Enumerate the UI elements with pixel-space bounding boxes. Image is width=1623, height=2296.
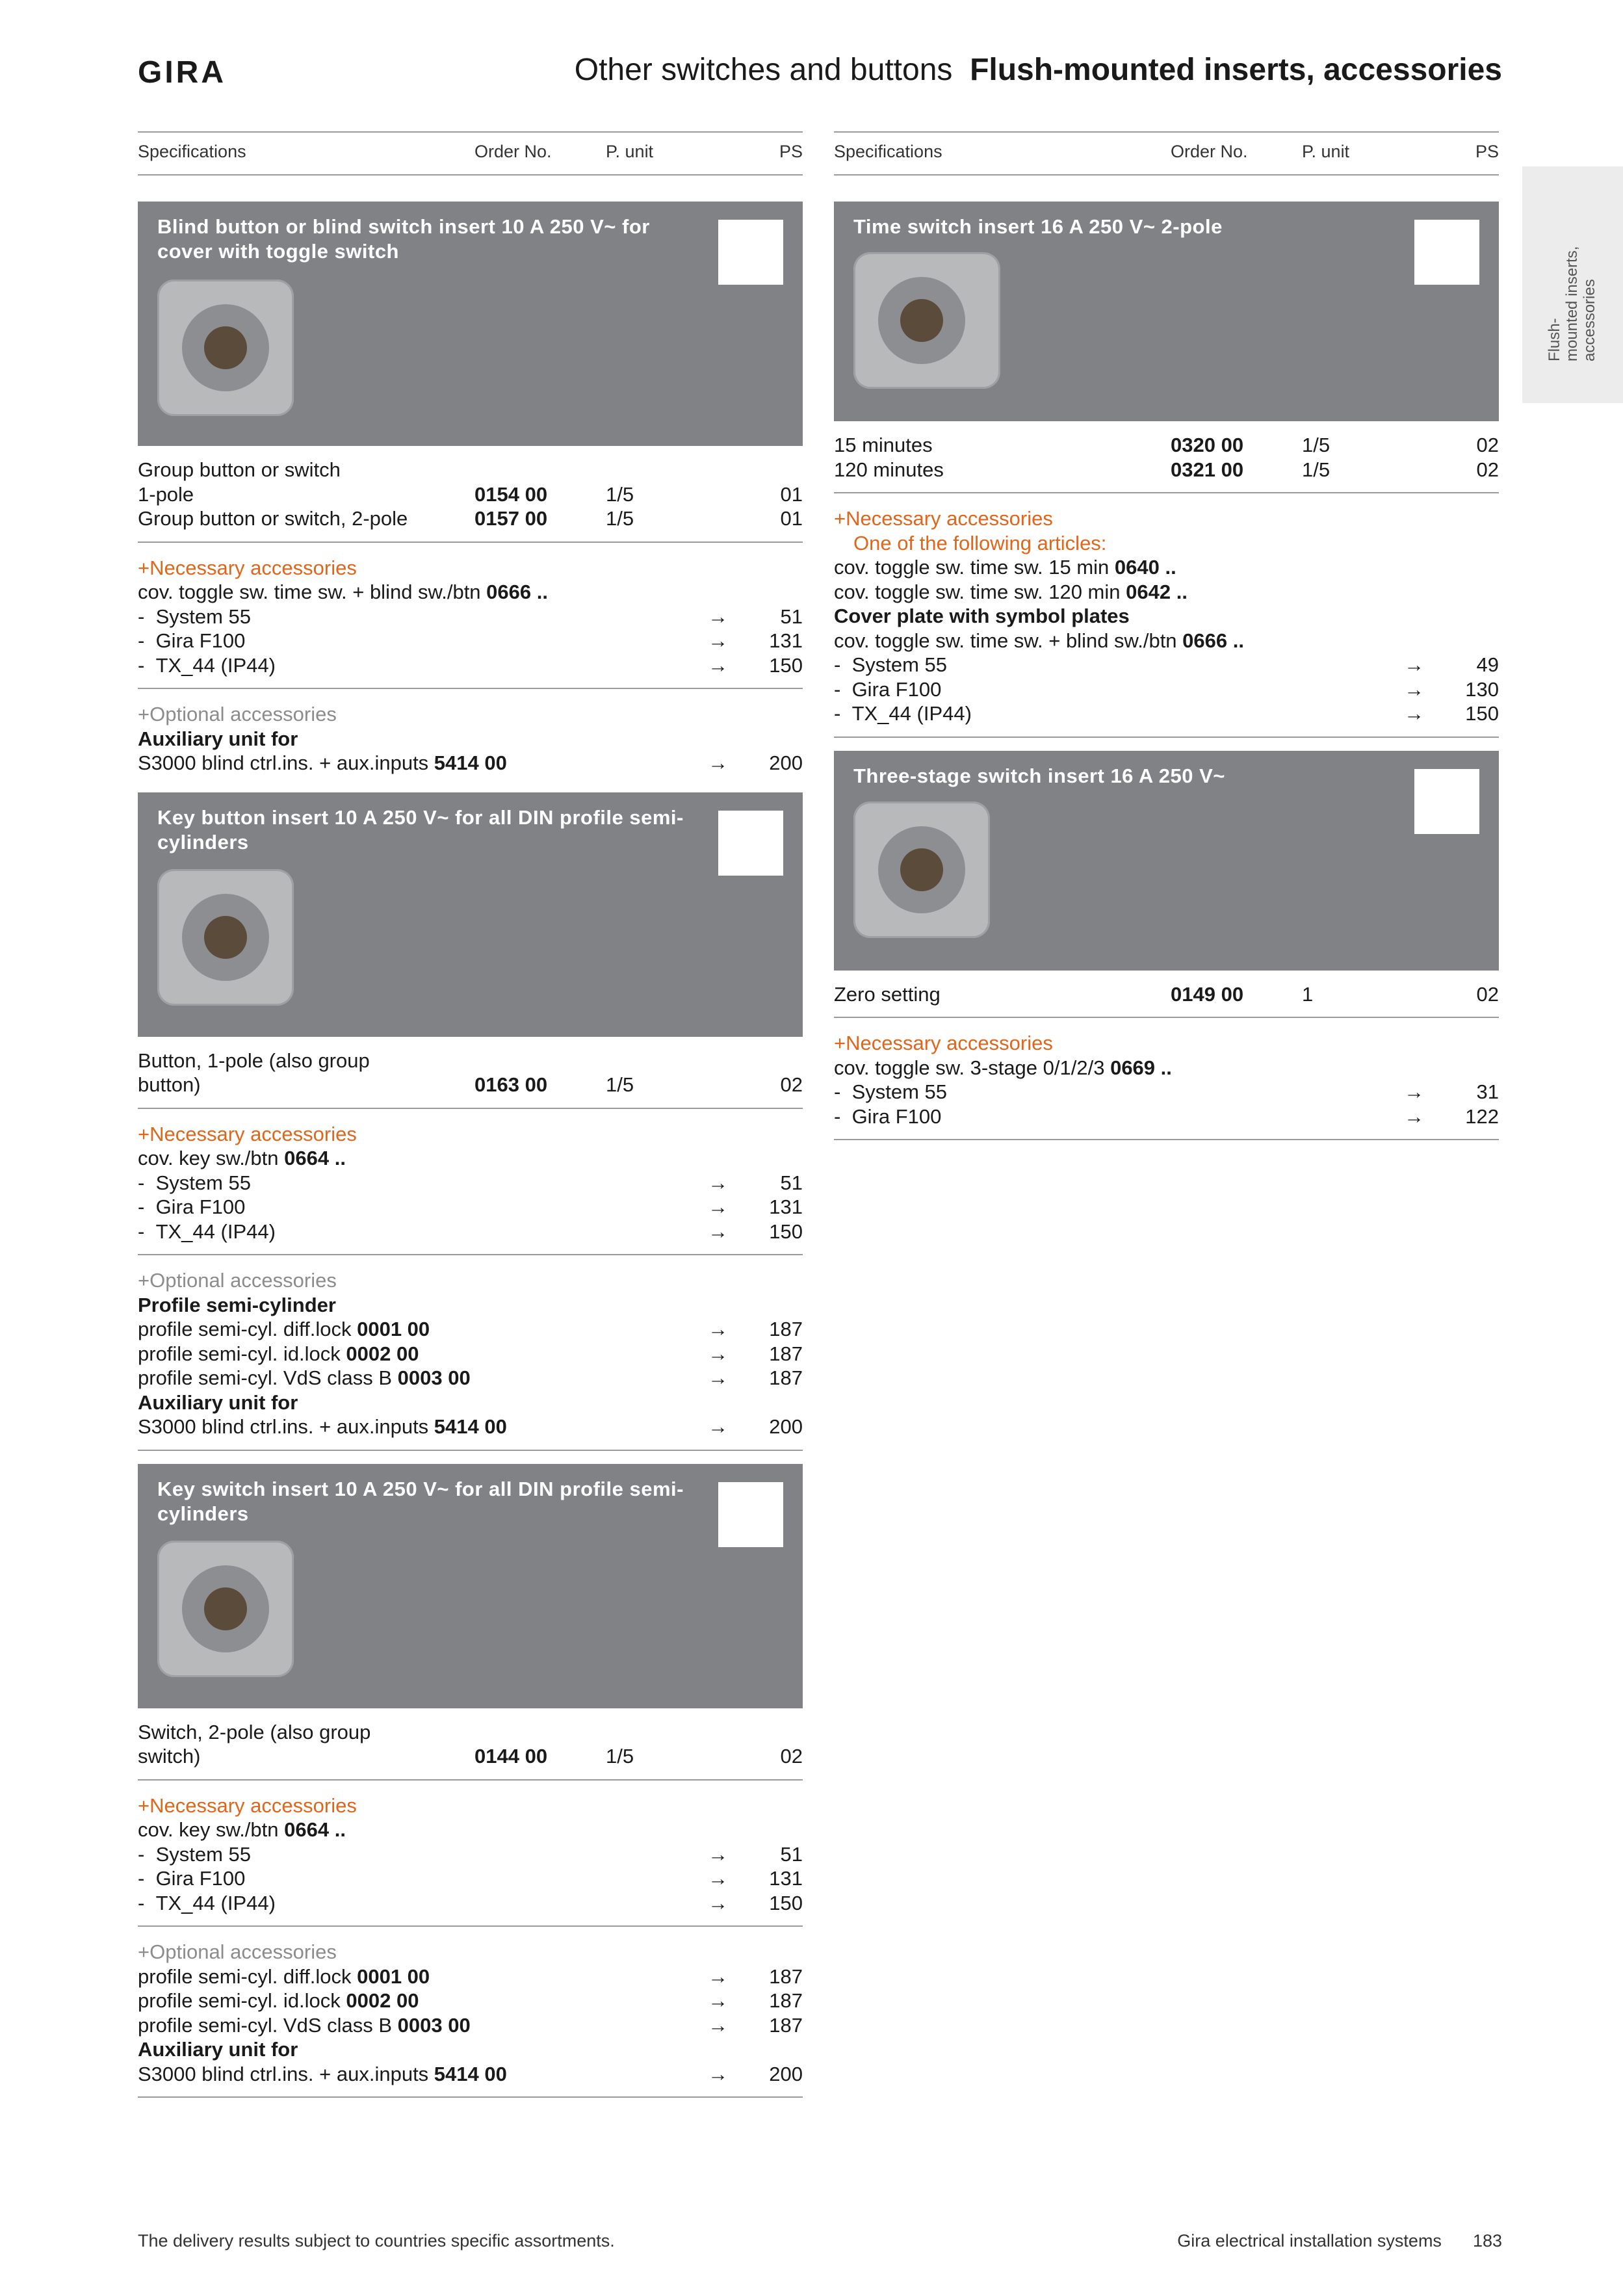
page-number: 183 (1472, 2231, 1502, 2250)
order-number: 5414 00 (434, 2062, 507, 2085)
divider (834, 1017, 1499, 1018)
arrow-icon: → (1404, 653, 1424, 676)
divider (138, 1108, 803, 1109)
order-number: 0154 00 (474, 482, 548, 506)
arrow-icon: → (708, 1342, 728, 1365)
accessory-line (138, 1415, 803, 1439)
qr-code-icon[interactable] (718, 220, 783, 285)
dash: - (138, 653, 145, 677)
header-ps: PS (1475, 142, 1499, 161)
spec-text: Group button or switch, 2-pole (138, 507, 408, 530)
order-number: 0001 00 (357, 1318, 430, 1340)
divider (834, 1139, 1499, 1140)
table-header (138, 131, 803, 176)
divider (834, 737, 1499, 738)
accessory-line (834, 580, 1499, 605)
page-reference[interactable]: 131 (769, 1867, 803, 1890)
page-reference[interactable]: 187 (769, 1964, 803, 1988)
product-title: Blind button or blind switch insert 10 A 250 V~ for cover with toggle switch (157, 215, 650, 263)
arrow-icon: → (708, 1842, 728, 1866)
dash: - (138, 629, 145, 652)
spec-text: Group button or switch (138, 458, 341, 481)
spec-text: switch) (138, 1745, 201, 1768)
order-number: 0003 00 (397, 1366, 471, 1389)
arrow-icon: → (708, 2013, 728, 2037)
order-number: 5414 00 (434, 1415, 507, 1438)
divider (138, 1254, 803, 1255)
accessory-text: profile semi-cyl. id.lock (138, 1342, 346, 1365)
spec-text: Zero setting (834, 982, 941, 1006)
footer-note: The delivery results subject to countries specific assortments. (138, 2231, 615, 2250)
reference-row (138, 1195, 803, 1220)
page-reference[interactable]: 150 (769, 653, 803, 677)
reference-row (138, 1891, 803, 1916)
accessory-line (138, 1366, 803, 1390)
order-number: 0666 .. (1182, 629, 1244, 652)
accessory-group-title: Auxiliary unit for (138, 2038, 298, 2061)
dash: - (138, 1867, 145, 1890)
accessory-text: profile semi-cyl. diff.lock (138, 1318, 357, 1340)
footer-brand (1177, 2231, 1502, 2251)
necessary-accessories-heading (138, 1122, 803, 1147)
reference-row (138, 1866, 803, 1891)
accessory-text: cov. toggle sw. 3-stage 0/1/2/3 (834, 1056, 1111, 1079)
arrow-icon: → (1404, 1104, 1424, 1128)
arrow-icon: → (708, 751, 728, 774)
reference-row (138, 629, 803, 653)
reference-name: System 55 (155, 1842, 252, 1866)
accessory-line (834, 1056, 1499, 1080)
accessory-group-title: Cover plate with symbol plates (834, 605, 1130, 627)
necessary-label: Necessary accessories (846, 507, 1053, 530)
page-reference[interactable]: 200 (769, 751, 803, 774)
accessory-group-title: Auxiliary unit for (138, 1390, 298, 1414)
header-p-unit: P. unit (1302, 142, 1350, 161)
accessory-line (138, 1818, 803, 1842)
arrow-icon: → (708, 653, 728, 677)
reference-name: Gira F100 (155, 1195, 246, 1218)
pack-unit: 1/5 (606, 1073, 634, 1096)
arrow-icon: → (708, 1220, 728, 1243)
reference-row (138, 1220, 803, 1244)
page-reference[interactable]: 31 (1476, 1080, 1499, 1103)
dash: - (138, 1220, 145, 1243)
necessary-accessories-heading (138, 1794, 803, 1818)
optional-accessories-heading (138, 1268, 803, 1293)
accessory-text: cov. toggle sw. time sw. + blind sw./btn (834, 629, 1183, 652)
accessory-group-title: Profile semi-cylinder (138, 1293, 336, 1316)
pack-unit: 1/5 (606, 507, 634, 530)
arrow-icon: → (708, 1318, 728, 1340)
order-number: 0669 .. (1110, 1056, 1172, 1079)
table-row (138, 1744, 803, 1769)
page-reference[interactable]: 131 (769, 1195, 803, 1218)
page-title (575, 52, 1502, 88)
accessory-text: profile semi-cyl. diff.lock (138, 1964, 357, 1988)
reference-row (138, 1842, 803, 1867)
product-title: Time switch insert 16 A 250 V~ 2-pole (853, 215, 1223, 238)
plus-icon: + (138, 1940, 150, 1963)
arrow-icon: → (1404, 1080, 1424, 1103)
product-panel-key-button (138, 792, 803, 1037)
necessary-accessories-heading (834, 506, 1499, 531)
divider (138, 1450, 803, 1451)
arrow-icon: → (708, 1964, 728, 1988)
arrow-icon: → (1404, 702, 1424, 725)
plus-icon: + (834, 1032, 846, 1054)
table-row (834, 433, 1499, 458)
reference-name: TX_44 (IP44) (155, 653, 276, 677)
order-number: 0664 .. (284, 1147, 346, 1169)
footer-brand-text: Gira electrical installation systems (1177, 2231, 1442, 2250)
spec-text: 1-pole (138, 482, 194, 506)
ps-value: 01 (780, 507, 803, 530)
optional-accessories-heading (138, 702, 803, 727)
product-panel-blind-insert (138, 202, 803, 446)
reference-row (834, 1104, 1499, 1129)
dash: - (834, 677, 841, 701)
dash: - (138, 1891, 145, 1914)
accessory-line (138, 1146, 803, 1171)
order-number: 0002 00 (346, 1989, 419, 2012)
reference-name: TX_44 (IP44) (155, 1891, 276, 1914)
spec-text: 120 minutes (834, 458, 944, 481)
reference-row (138, 605, 803, 629)
plus-icon: + (834, 507, 846, 530)
accessory-line (834, 629, 1499, 653)
dash: - (138, 1171, 145, 1194)
qr-code-icon[interactable] (718, 1482, 783, 1547)
accessory-line (138, 1989, 803, 2013)
page-title-regular: Other switches and buttons (574, 53, 953, 87)
table-row (138, 482, 803, 507)
table-header (834, 131, 1499, 176)
ps-value: 02 (780, 1745, 803, 1768)
accessory-heading (138, 727, 803, 751)
accessory-heading (138, 2037, 803, 2062)
arrow-icon: → (708, 2062, 728, 2085)
page-reference[interactable]: 187 (769, 2013, 803, 2037)
arrow-icon: → (708, 1195, 728, 1218)
order-number: 0320 00 (1171, 434, 1244, 456)
spec-text: Button, 1-pole (also group (138, 1049, 370, 1072)
side-tab-line: Flush- (1546, 318, 1563, 361)
page-reference[interactable]: 200 (769, 2062, 803, 2085)
qr-code-icon[interactable] (1414, 220, 1479, 285)
dash: - (138, 1842, 145, 1866)
arrow-icon: → (708, 1415, 728, 1438)
product-panel-key-switch (138, 1464, 803, 1708)
product-title: Key switch insert 10 A 250 V~ for all DIN profile semi-cylinders (157, 1477, 684, 1525)
pack-unit: 1/5 (606, 482, 634, 506)
header-order-no: Order No. (1171, 142, 1248, 161)
qr-code-icon[interactable] (1414, 769, 1479, 834)
accessory-heading (138, 1293, 803, 1318)
spec-text: Switch, 2-pole (also group (138, 1720, 371, 1743)
page-reference[interactable]: 150 (769, 1891, 803, 1914)
plus-icon: + (138, 1122, 150, 1145)
reference-row (834, 677, 1499, 702)
reference-row (834, 701, 1499, 726)
table-row (834, 458, 1499, 482)
table-row (138, 506, 803, 531)
pack-unit: 1/5 (1302, 458, 1331, 481)
spec-text: button) (138, 1073, 201, 1096)
page-reference[interactable]: 187 (769, 1366, 803, 1389)
product-image (853, 802, 990, 938)
page-reference[interactable]: 51 (780, 1842, 803, 1866)
table-row (138, 1720, 803, 1745)
product-title: Key button insert 10 A 250 V~ for all DIN profile semi-cylinders (157, 805, 684, 854)
accessory-text: cov. key sw./btn (138, 1147, 285, 1169)
order-number: 0001 00 (357, 1964, 430, 1988)
optional-label: Optional accessories (149, 1269, 337, 1292)
arrow-icon: → (708, 629, 728, 652)
divider (834, 492, 1499, 493)
product-title: Three-stage switch insert 16 A 250 V~ (853, 764, 1225, 787)
page-reference[interactable]: 49 (1476, 653, 1499, 676)
arrow-icon: → (708, 605, 728, 628)
necessary-label: Necessary accessories (846, 1032, 1053, 1054)
page-reference[interactable]: 130 (1465, 677, 1499, 701)
product-image (853, 252, 1000, 389)
reference-name: TX_44 (IP44) (851, 702, 972, 725)
page-reference[interactable]: 187 (769, 1318, 803, 1340)
accessory-line (138, 1964, 803, 1989)
page-reference[interactable]: 187 (769, 1342, 803, 1365)
ps-value: 02 (780, 1073, 803, 1096)
divider (138, 1925, 803, 1927)
reference-name: System 55 (851, 1080, 948, 1103)
spec-text: 15 minutes (834, 434, 933, 456)
header-p-unit: P. unit (606, 142, 654, 161)
necessary-accessories-heading (834, 1031, 1499, 1056)
order-number: 0157 00 (474, 507, 548, 530)
accessory-group-title: Auxiliary unit for (138, 727, 298, 750)
reference-name: TX_44 (IP44) (155, 1220, 276, 1243)
plus-icon: + (138, 703, 150, 725)
accessory-line (138, 580, 803, 605)
table-row (138, 1073, 803, 1097)
divider (138, 1779, 803, 1781)
product-panel-time-switch (834, 202, 1499, 421)
divider (138, 2096, 803, 2098)
page-reference[interactable]: 51 (780, 605, 803, 628)
order-number: 0149 00 (1171, 982, 1244, 1006)
arrow-icon: → (708, 1891, 728, 1914)
accessory-text: S3000 blind ctrl.ins. + aux.inputs (138, 1415, 434, 1438)
section-side-tab[interactable] (1522, 166, 1623, 403)
order-number: 5414 00 (434, 751, 507, 774)
accessory-line (138, 1342, 803, 1366)
accessory-text: profile semi-cyl. id.lock (138, 1989, 346, 2012)
table-row (834, 982, 1499, 1007)
necessary-label: Necessary accessories (149, 1122, 357, 1145)
accessory-text: cov. toggle sw. time sw. 15 min (834, 556, 1115, 579)
reference-row (138, 1171, 803, 1195)
header-ps: PS (779, 142, 803, 161)
pack-unit: 1 (1302, 982, 1314, 1006)
plus-icon: + (138, 1269, 150, 1292)
product-image (157, 280, 294, 416)
divider (138, 688, 803, 689)
order-number: 0002 00 (346, 1342, 419, 1365)
side-tab-label (1546, 166, 1598, 361)
ps-value: 02 (1476, 434, 1499, 456)
accessory-text: S3000 blind ctrl.ins. + aux.inputs (138, 751, 434, 774)
reference-name: Gira F100 (851, 1104, 942, 1128)
pack-unit: 1/5 (1302, 434, 1331, 456)
dash: - (834, 1104, 841, 1128)
page-reference[interactable]: 131 (769, 629, 803, 652)
header-specifications: Specifications (834, 142, 942, 161)
accessory-note (834, 531, 1499, 556)
page-reference[interactable]: 187 (769, 1989, 803, 2012)
optional-label: Optional accessories (149, 1940, 337, 1963)
accessory-line (834, 555, 1499, 580)
ps-value: 01 (780, 482, 803, 506)
accessory-text: cov. toggle sw. time sw. 120 min (834, 580, 1126, 603)
page-reference[interactable]: 150 (1465, 702, 1499, 725)
arrow-icon: → (708, 1989, 728, 2012)
accessory-text: profile semi-cyl. VdS class B (138, 2013, 398, 2037)
order-number: 0666 .. (486, 581, 548, 603)
necessary-label: Necessary accessories (149, 1794, 357, 1817)
order-number: 0144 00 (474, 1745, 548, 1768)
product-image (157, 869, 294, 1006)
necessary-label: Necessary accessories (149, 556, 357, 579)
accessory-line (138, 751, 803, 776)
necessary-accessories-heading (138, 556, 803, 581)
divider (138, 541, 803, 543)
arrow-icon: → (1404, 677, 1424, 701)
dash: - (138, 605, 145, 628)
accessory-heading (834, 604, 1499, 629)
pack-unit: 1/5 (606, 1745, 634, 1768)
order-number: 0003 00 (397, 2013, 471, 2037)
left-column (138, 131, 803, 2111)
ps-value: 02 (1476, 458, 1499, 481)
right-column (834, 131, 1499, 1153)
order-number: 0321 00 (1171, 458, 1244, 481)
gira-logo: GIRA (138, 55, 226, 90)
page-reference[interactable]: 150 (769, 1220, 803, 1243)
accessory-note-text: One of the following articles: (853, 531, 1107, 554)
reference-name: Gira F100 (155, 629, 246, 652)
reference-row (138, 653, 803, 678)
plus-icon: + (138, 1794, 150, 1817)
accessory-text: S3000 blind ctrl.ins. + aux.inputs (138, 2062, 434, 2085)
reference-name: Gira F100 (155, 1867, 246, 1890)
arrow-icon: → (708, 1867, 728, 1890)
reference-row (834, 653, 1499, 677)
side-tab-line: mounted inserts, (1563, 246, 1581, 361)
ps-value: 02 (1476, 982, 1499, 1006)
plus-icon: + (138, 556, 150, 579)
order-number: 0664 .. (284, 1818, 346, 1841)
dash: - (834, 653, 841, 676)
arrow-icon: → (708, 1171, 728, 1194)
side-tab-line: accessories (1581, 279, 1598, 361)
reference-name: System 55 (155, 1171, 252, 1194)
accessory-line (138, 1317, 803, 1342)
reference-name: Gira F100 (851, 677, 942, 701)
page-reference[interactable]: 51 (780, 1171, 803, 1194)
order-number: 0642 .. (1126, 580, 1188, 603)
order-number: 0640 .. (1114, 556, 1176, 579)
reference-name: System 55 (851, 653, 948, 676)
qr-code-icon[interactable] (718, 811, 783, 876)
reference-row (834, 1080, 1499, 1104)
page-reference[interactable]: 122 (1465, 1104, 1499, 1128)
dash: - (834, 1080, 841, 1103)
accessory-heading (138, 1390, 803, 1415)
optional-accessories-heading (138, 1940, 803, 1964)
accessory-line (138, 2013, 803, 2038)
table-row (138, 458, 803, 482)
product-panel-three-stage (834, 751, 1499, 971)
table-row (138, 1049, 803, 1073)
product-image (157, 1541, 294, 1677)
accessory-text: cov. key sw./btn (138, 1818, 285, 1841)
page-title-bold: Flush-mounted inserts, accessories (970, 53, 1502, 87)
header-specifications: Specifications (138, 142, 246, 161)
order-number: 0163 00 (474, 1073, 548, 1096)
arrow-icon: → (708, 1366, 728, 1389)
accessory-text: cov. toggle sw. time sw. + blind sw./btn (138, 581, 487, 603)
optional-label: Optional accessories (149, 703, 337, 725)
dash: - (138, 1195, 145, 1218)
accessory-line (138, 2062, 803, 2087)
header-order-no: Order No. (474, 142, 552, 161)
reference-name: System 55 (155, 605, 252, 628)
accessory-text: profile semi-cyl. VdS class B (138, 1366, 398, 1389)
dash: - (834, 702, 841, 725)
page-reference[interactable]: 200 (769, 1415, 803, 1438)
